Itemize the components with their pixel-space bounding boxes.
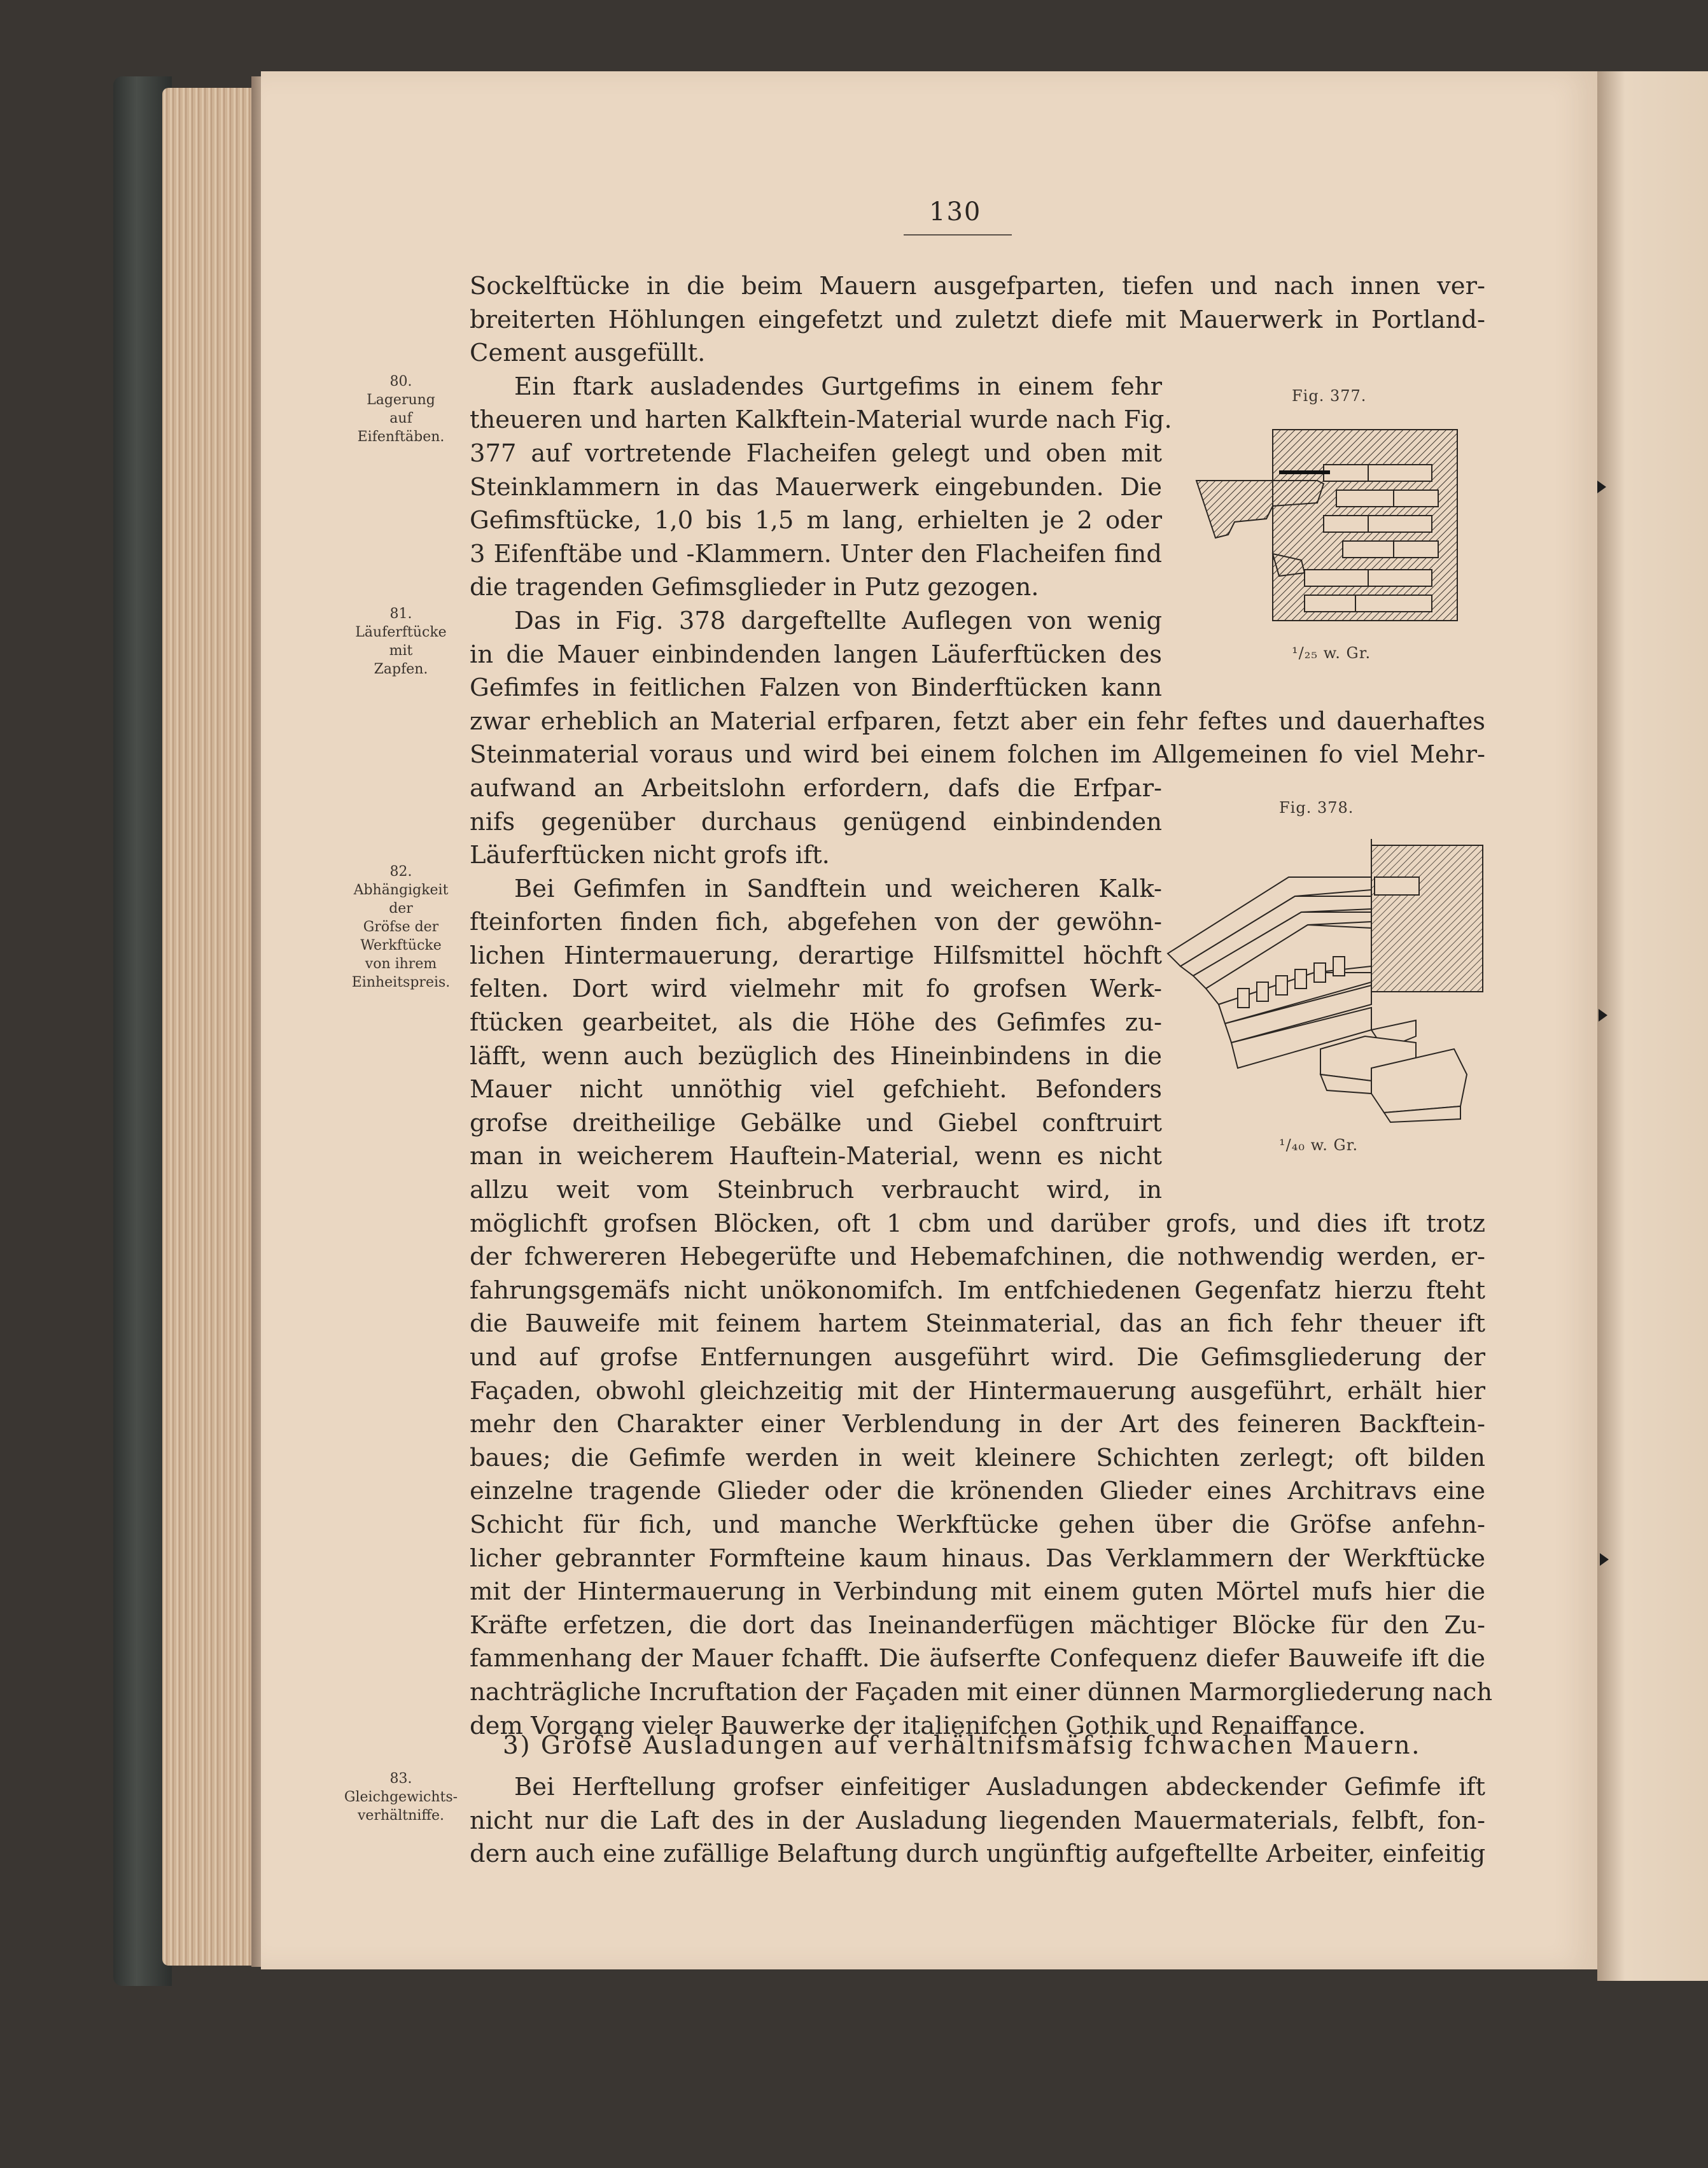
text-line: Schicht für fich, und manche Werkftücke gehen über die Gröfse anfehn- <box>470 1510 1485 1539</box>
text-line: Steinklammern in das Mauerwerk eingebunden. Die <box>470 472 1162 502</box>
page-marker-icon <box>1597 481 1606 493</box>
text-line: mit der Hintermauerung in Verbindung mit einem guten Mörtel mufs hier die <box>470 1577 1485 1607</box>
margin-note-number: 83. <box>389 1771 412 1787</box>
margin-note-83 <box>337 1770 465 1825</box>
margin-note-text: Gleichgewichts- verhältniffe. <box>344 1789 458 1824</box>
margin-note-81 <box>337 605 465 679</box>
text-line: man in weicherem Hauftein-Material, wenn es nicht <box>470 1142 1162 1171</box>
margin-note-82 <box>337 862 465 992</box>
text-line: Bei Gefimfen in Sandftein und weicheren Kalk- <box>514 874 1162 903</box>
text-line: licher gebrannter Formfteine kaum hinaus. Das Verklammern der Werkftücke <box>470 1544 1485 1573</box>
text-line: dern auch eine zufällige Belaftung durch ungünftig aufgeftellte Arbeiter, einfeitig <box>470 1840 1486 1869</box>
figure-377-drawing <box>1190 426 1464 630</box>
text-line: fahrungsgemäfs nicht unökonomifch. Im entfchiedenen Gegenfatz hierzu fteht <box>470 1276 1485 1305</box>
figure-377-scale: ¹/₂₅ w. Gr. <box>1292 644 1371 662</box>
section-heading: 3) Grofse Ausladungen auf verhältnifsmäfsig fchwachen Mauern. <box>503 1731 1422 1760</box>
margin-note-80 <box>337 372 465 446</box>
text-line: Gefimsftücke, 1,0 bis 1,5 m lang, erhielten je 2 oder <box>470 506 1162 535</box>
text-line: Läuferftücken nicht grofs ift. <box>470 841 830 870</box>
figure-378-scale: ¹/₄₀ w. Gr. <box>1279 1136 1359 1154</box>
margin-note-text: Läuferftücke mit Zapfen. <box>355 624 447 677</box>
text-line: lichen Hintermauerung, derartige Hilfsmittel höchft <box>470 941 1162 970</box>
text-line: ftücken gearbeitet, als die Höhe des Gefimfes zu- <box>470 1008 1162 1038</box>
margin-note-text: Abhängigkeit der Gröfse der Werkftücke von ihrem Einheitspreis. <box>351 882 451 990</box>
text-line: 3 Eifenftäbe und -Klammern. Unter den Flacheifen find <box>470 539 1162 568</box>
text-line: dem Vorgang vieler Bauwerke der italienifchen Gothik und Renaiffance. <box>470 1711 1366 1740</box>
text-line: Bei Herftellung grofser einfeitiger Ausladungen abdeckender Gefimfe ift <box>514 1773 1485 1801</box>
body-text-section-3 <box>470 1771 1485 1871</box>
text-line: in die Mauer einbindenden langen Läuferftücken des <box>470 640 1162 669</box>
text-line: theueren und harten Kalkftein-Material wurde nach Fig. <box>470 405 1172 435</box>
text-line: Façaden, obwohl gleichzeitig mit der Hintermauerung ausgeführt, erhält hier <box>470 1376 1485 1405</box>
text-line: die tragenden Gefimsglieder in Putz gezogen. <box>470 573 1039 602</box>
margin-note-number: 81. <box>389 606 412 622</box>
text-line: Ein ftark ausladendes Gurtgefims in einem fehr <box>514 372 1162 401</box>
text-line: Steinmaterial voraus und wird bei einem folchen im Allgemeinen fo viel Mehr- <box>470 740 1485 770</box>
text-line: Das in Fig. 378 dargeftellte Auflegen von wenig <box>514 606 1162 635</box>
text-line: einzelne tragende Glieder oder die krönenden Glieder eines Architravs eine <box>470 1477 1485 1506</box>
page-number-rule <box>904 234 1012 236</box>
text-line: nifs gegenüber durchaus genügend einbindenden <box>470 807 1162 836</box>
text-line: grofse dreitheilige Gebälke und Giebel conftruirt <box>470 1108 1162 1137</box>
text-line: Mauer nicht unnöthig viel gefchieht. Befonders <box>470 1075 1162 1104</box>
figure-377-label: Fig. 377. <box>1292 387 1367 405</box>
margin-note-number: 80. <box>389 374 412 390</box>
text-line: nicht nur die Laft des in der Ausladung liegenden Mauermaterials, felbft, fon- <box>470 1806 1485 1835</box>
text-line: baues; die Gefimfe werden in weit kleinere Schichten zerlegt; oft bilden <box>470 1443 1485 1472</box>
margin-note-text: Lagerung auf Eifenftäben. <box>357 392 445 445</box>
text-line: Kräfte erfetzen, die dort das Ineinanderfügen mächtiger Blöcke für den Zu- <box>470 1610 1485 1640</box>
text-line: und auf grofse Entfernungen ausgeführt wird. Die Gefimsgliederung der <box>470 1343 1485 1372</box>
figure-378-drawing <box>1161 839 1486 1125</box>
text-line: die Bauweife mit feinem hartem Steinmaterial, das an fich fehr theuer ift <box>470 1309 1485 1339</box>
text-line: 377 auf vortretende Flacheifen gelegt und oben mit <box>470 439 1162 468</box>
text-line: felten. Dort wird vielmehr mit fo grofsen Werk- <box>470 975 1162 1004</box>
text-line: Sockelftücke in die beim Mauern ausgefparten, tiefen und nach innen ver- <box>470 272 1485 300</box>
text-line: der fchwereren Hebegerüfte und Hebemafchinen, die nothwendig werden, er- <box>470 1242 1485 1272</box>
next-page-edge <box>1597 71 1708 1981</box>
text-line: Cement ausgefüllt. <box>470 339 706 368</box>
text-line: Gefimfes in feitlichen Falzen von Binderftücken kann <box>470 673 1162 703</box>
text-line: nachträgliche Incruftation der Façaden mit einer dünnen Marmorgliederung nach <box>470 1677 1493 1707</box>
text-line: mehr den Charakter einer Verblendung in der Art des feineren Backftein- <box>470 1410 1485 1439</box>
text-line: aufwand an Arbeitslohn erfordern, dafs die Erfpar- <box>470 773 1162 803</box>
text-line: breiterten Höhlungen eingefetzt und zuletzt diefe mit Mauerwerk in Portland- <box>470 305 1485 334</box>
text-line: möglichft grofsen Blöcken, oft 1 cbm und darüber grofs, und dies ift trotz <box>470 1209 1485 1238</box>
page-marker-icon <box>1599 1009 1607 1022</box>
text-line: läfft, wenn auch bezüglich des Hineinbindens in die <box>470 1041 1162 1071</box>
text-line: allzu weit vom Steinbruch verbraucht wird, in <box>470 1176 1162 1205</box>
text-line: zwar erheblich an Material erfparen, fetzt aber ein fehr feftes und dauerhaftes <box>470 707 1485 736</box>
text-line: fteinforten finden fich, abgefehen von der gewöhn- <box>470 908 1162 937</box>
page-marker-icon <box>1600 1553 1609 1566</box>
margin-note-number: 82. <box>389 864 412 880</box>
page-number: 130 <box>929 197 982 227</box>
page-edges <box>162 88 264 1966</box>
text-line: fammenhang der Mauer fchafft. Die äufserfte Confequenz diefer Bauweife ift die <box>470 1644 1485 1673</box>
figure-378-label: Fig. 378. <box>1279 799 1354 817</box>
